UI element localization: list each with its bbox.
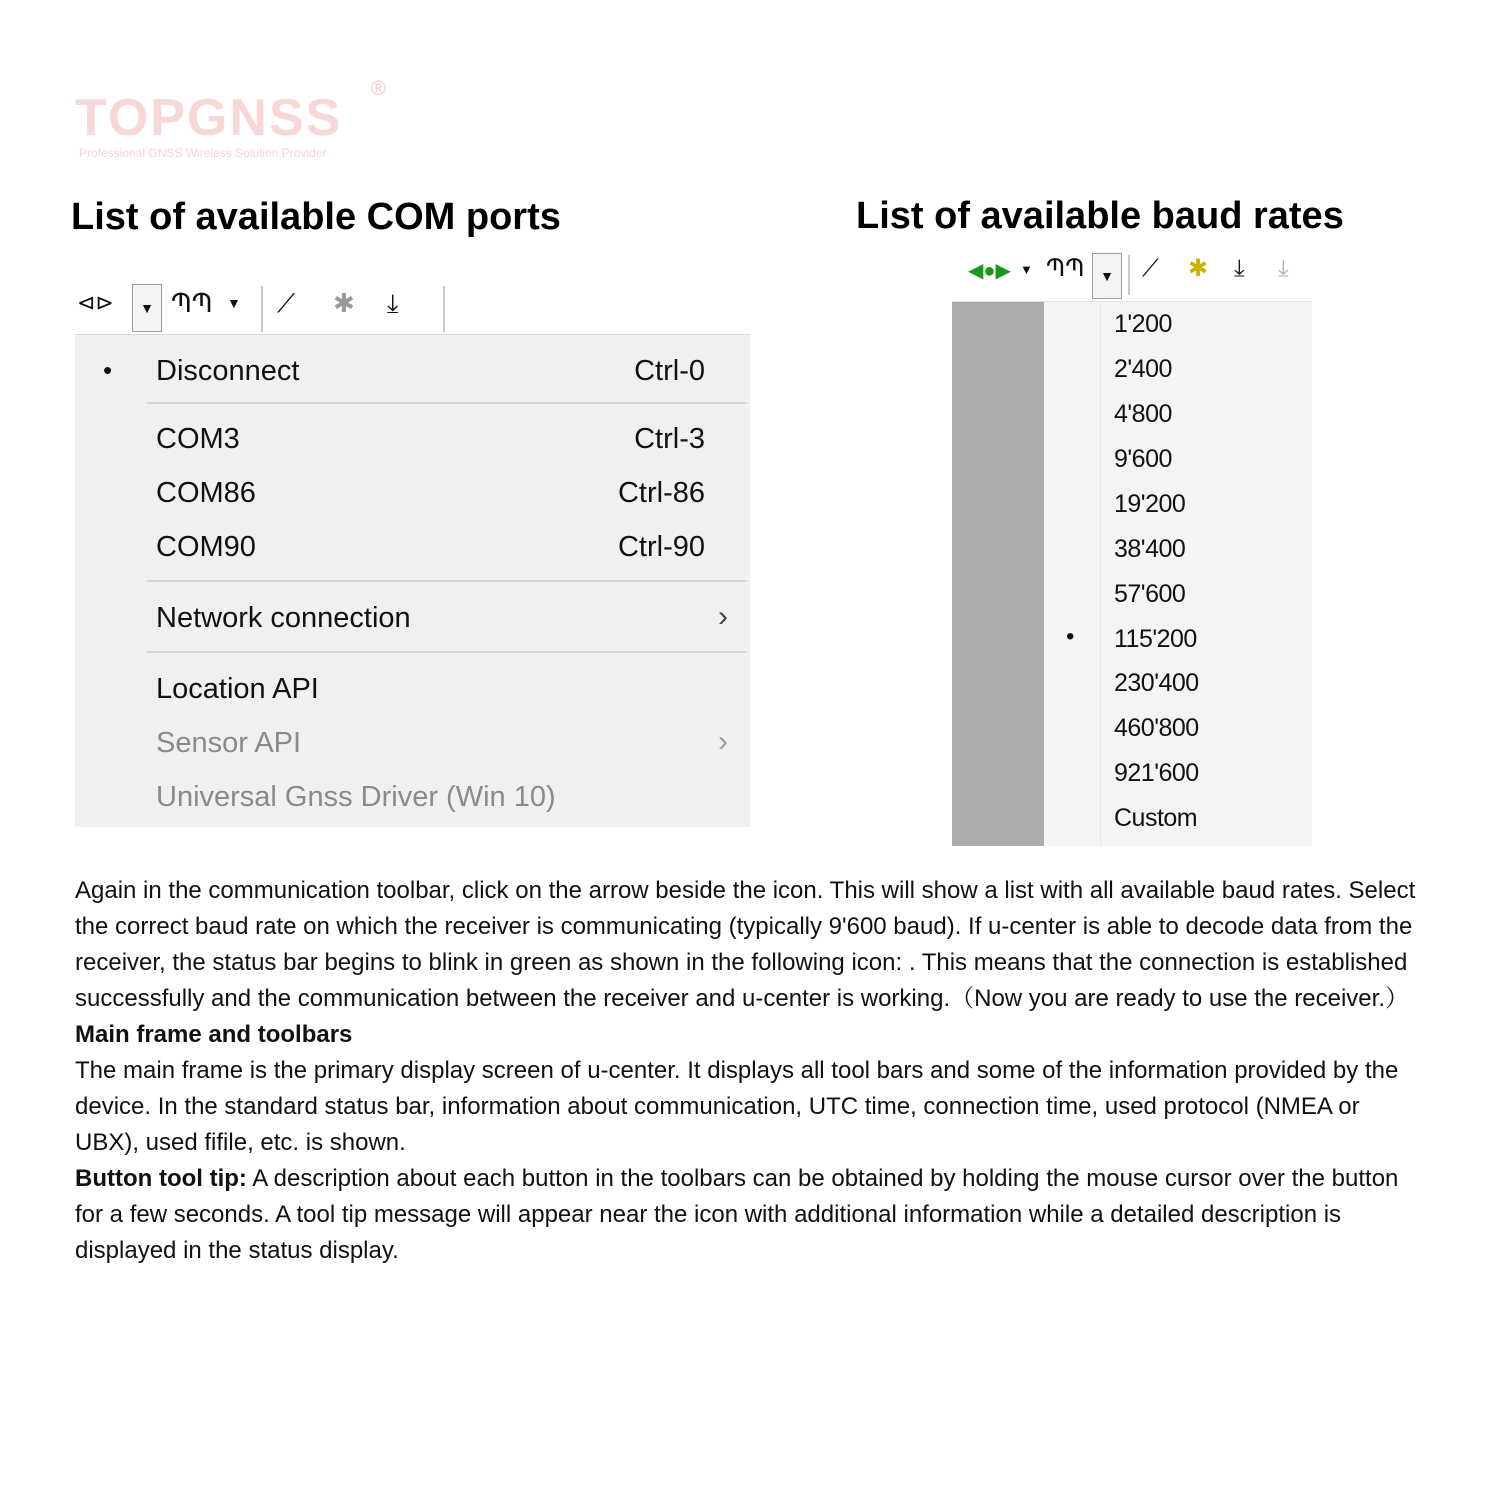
shortcut: Ctrl-90 bbox=[617, 531, 705, 563]
logo-wordmark: TOPGNSS bbox=[75, 89, 343, 147]
submenu-chevron-icon: › bbox=[718, 725, 728, 758]
communication-toolbar bbox=[952, 241, 1312, 302]
baud-rate-menu bbox=[1044, 302, 1312, 846]
paragraph-tool-tip: Button tool tip: A description about each button in the toolbars can be obtained by holding the mouse cursor over the button for a few seconds. A tool tip message will appear near the icon with additional information while a detailed description is displayed in the status display. bbox=[75, 1165, 1399, 1264]
paragraph-main-frame: The main frame is the primary display screen of u-center. It displays all tool bars and some of the information provided by the device. In the standard status bar, information about communication, UTC time, connection time, used protocol (NMEA or UBX), used fifile, etc. is shown. bbox=[75, 1057, 1399, 1156]
autobaud-wand-icon[interactable]: ⟋ bbox=[277, 288, 296, 318]
connection-icon[interactable]: ⊲⊳ bbox=[77, 290, 114, 315]
baud-item-38400[interactable]: 38'400 bbox=[1114, 535, 1186, 563]
download-icon[interactable]: ⤓ bbox=[387, 288, 399, 318]
baud-item-9600[interactable]: 9'600 bbox=[1114, 445, 1172, 473]
section-heading-main-frame: Main frame and toolbars bbox=[75, 1021, 353, 1048]
com-port-menu bbox=[75, 334, 750, 827]
topgnss-logo bbox=[75, 78, 405, 168]
paragraph-baud-instructions: Again in the communication toolbar, click on the arrow beside the icon. This will show a list with all available baud rates. Select the correct baud rate on which the receiver is communicating (typically 9'600 baud). If u-center is able to decode data from the receiver, the status bar begins to blink in green as shown in the following icon: . This means that the connection is established successfully and the communication between the receiver and u-center is working.（Now you are ready to use the receiver.） bbox=[75, 877, 1416, 1012]
baud-rate-screenshot bbox=[952, 241, 1312, 846]
menu-item-com3[interactable]: COM3 Ctrl-3 bbox=[156, 423, 705, 455]
menu-item-sensor-api: Sensor API › bbox=[156, 725, 728, 759]
heading-baud-rates: List of available baud rates bbox=[856, 195, 1344, 237]
menu-separator bbox=[147, 402, 747, 404]
baudrate-icon[interactable]: ՊՊ bbox=[1046, 255, 1085, 282]
baud-item-230400[interactable]: 230'400 bbox=[1114, 669, 1199, 697]
debug-bug-icon[interactable]: ✱ bbox=[1188, 255, 1209, 282]
shortcut: Ctrl-86 bbox=[617, 477, 705, 509]
baud-item-57600[interactable]: 57'600 bbox=[1114, 580, 1186, 608]
upload-icon[interactable]: ⤓ bbox=[1278, 255, 1289, 282]
menu-separator bbox=[147, 651, 747, 653]
com-port-dropdown-arrow-icon[interactable]: ▼ bbox=[1020, 262, 1033, 277]
menu-item-com90[interactable]: COM90 Ctrl-90 bbox=[156, 531, 705, 563]
baudrate-dropdown-arrow-icon[interactable]: ▼ bbox=[227, 295, 241, 311]
connection-status-icon[interactable]: ◀●▶ bbox=[968, 260, 1011, 282]
baud-item-19200[interactable]: 19'200 bbox=[1114, 490, 1186, 518]
com-port-dropdown-arrow-icon[interactable]: ▼ bbox=[132, 284, 162, 332]
background-pane bbox=[952, 302, 1044, 846]
debug-bug-icon[interactable]: ✱ bbox=[333, 288, 355, 318]
shortcut: Ctrl-0 bbox=[634, 355, 705, 387]
menu-separator bbox=[147, 580, 747, 582]
baudrate-dropdown-arrow-icon[interactable]: ▼ bbox=[1092, 253, 1122, 299]
toolbar-separator bbox=[261, 286, 263, 332]
download-icon[interactable]: ⤓ bbox=[1234, 255, 1245, 282]
toolbar-separator bbox=[443, 286, 445, 332]
tool-tip-label: Button tool tip: bbox=[75, 1165, 247, 1192]
menu-item-location-api[interactable]: Location API bbox=[156, 673, 319, 705]
shortcut: Ctrl-3 bbox=[634, 423, 705, 455]
menu-item-universal-gnss-driver: Universal Gnss Driver (Win 10) bbox=[156, 781, 556, 813]
menu-item-disconnect[interactable]: • Disconnect Ctrl-0 bbox=[103, 355, 705, 387]
baud-item-2400[interactable]: 2'400 bbox=[1114, 355, 1172, 383]
baud-item-115200[interactable]: • 115'200 bbox=[1066, 623, 1197, 653]
submenu-chevron-icon: › bbox=[718, 600, 728, 633]
logo-tagline: Professional GNSS Wireless Solution Provider bbox=[79, 146, 327, 160]
baud-item-1200[interactable]: 1'200 bbox=[1114, 310, 1172, 338]
menu-item-network-connection[interactable]: Network connection › bbox=[156, 600, 728, 634]
com-port-screenshot bbox=[75, 276, 750, 826]
selected-marker: • bbox=[1066, 623, 1075, 650]
baud-item-460800[interactable]: 460'800 bbox=[1114, 714, 1199, 742]
menu-item-com86[interactable]: COM86 Ctrl-86 bbox=[156, 477, 705, 509]
logo-registered-mark: ® bbox=[371, 78, 386, 100]
heading-com-ports: List of available COM ports bbox=[71, 196, 561, 238]
baud-item-921600[interactable]: 921'600 bbox=[1114, 759, 1199, 787]
communication-toolbar bbox=[75, 276, 447, 334]
autobaud-wand-icon[interactable]: ⟋ bbox=[1142, 255, 1159, 282]
baud-item-custom[interactable]: Custom bbox=[1114, 804, 1198, 832]
toolbar-separator bbox=[1128, 255, 1130, 295]
body-text bbox=[75, 873, 1425, 1269]
selected-marker: • bbox=[103, 355, 113, 385]
baudrate-icon[interactable]: ՊՊ bbox=[171, 288, 213, 318]
baud-item-4800[interactable]: 4'800 bbox=[1114, 400, 1172, 428]
